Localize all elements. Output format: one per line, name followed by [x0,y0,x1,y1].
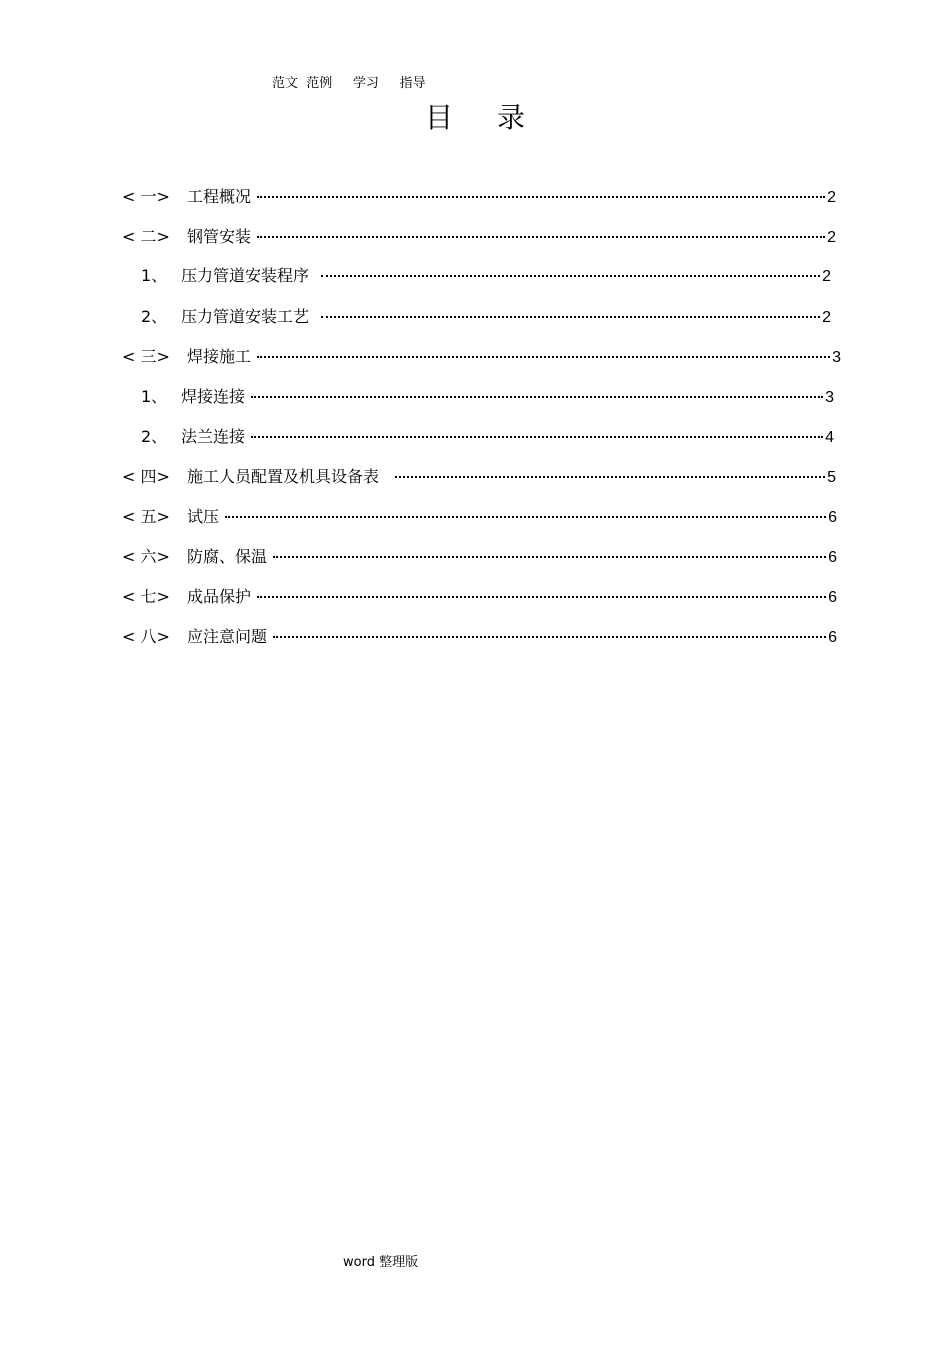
toc-title-char-1: 目 [424,101,453,134]
toc-leader-dots [257,596,826,598]
toc-entry-number: < 一> [122,187,170,206]
toc-entry-page: 5 [827,469,836,486]
toc-entry-number: 2、 [141,427,168,446]
toc-entry[interactable] [122,466,836,488]
toc-entry-label: 焊接施工 [187,347,252,366]
toc-entry-page: 6 [828,589,837,606]
toc-entry[interactable] [141,386,834,408]
toc-leader-dots [251,396,823,398]
toc-entry[interactable] [122,506,837,528]
toc-title [0,96,950,136]
toc-entry-page: 2 [822,268,831,285]
toc-entry-page: 3 [825,389,834,406]
toc-entry-page: 4 [825,429,834,446]
toc-entry[interactable] [122,586,837,608]
toc-entry-page: 6 [828,509,837,526]
toc-leader-dots [273,636,826,638]
toc-entry-number: 1、 [141,266,168,285]
toc-entry-number: < 七> [122,587,170,606]
page-footer: word 整理版 [343,1255,419,1270]
toc-entry[interactable] [122,626,837,648]
toc-entry-label: 工程概况 [187,187,252,206]
toc-entry-number: 2、 [141,307,168,326]
toc-entry[interactable] [122,226,836,248]
toc-entry[interactable] [141,265,831,287]
toc-entry-number: < 二> [122,227,170,246]
toc-entry[interactable] [122,546,837,568]
toc-entry-label: 法兰连接 [181,427,246,446]
toc-entry[interactable] [141,306,831,328]
toc-entry-page: 6 [828,629,837,646]
toc-entry-number: < 六> [122,547,170,566]
toc-entry-label: 应注意问题 [187,627,268,646]
toc-entry[interactable] [122,346,841,368]
toc-leader-dots [225,516,826,518]
toc-leader-dots [321,316,820,318]
toc-entry-label: 试压 [187,507,220,526]
toc-entry-label: 压力管道安装工艺 [181,307,310,326]
toc-leader-dots [251,436,823,438]
toc-entry[interactable] [141,426,834,448]
toc-leader-dots [257,236,825,238]
toc-leader-dots [257,356,830,358]
toc-entry-label: 焊接连接 [181,387,246,406]
toc-leader-dots [257,196,825,198]
toc-entry-label: 成品保护 [187,587,252,606]
toc-entry-number: < 五> [122,507,170,526]
toc-entry-label: 压力管道安装程序 [181,266,310,285]
toc-entry-number: < 八> [122,627,170,646]
page-header: 范文 范例 学习 指导 [272,76,426,91]
toc-entry-page: 2 [827,229,836,246]
toc-entry-page: 6 [828,549,837,566]
toc-entry-number: < 四> [122,467,170,486]
toc-entry-page: 2 [822,309,831,326]
toc-entry-label: 防腐、保温 [187,547,268,566]
toc-entry-number: < 三> [122,347,170,366]
toc-entry-number: 1、 [141,387,168,406]
toc-leader-dots [273,556,826,558]
toc-leader-dots [395,476,825,478]
toc-entry-page: 2 [827,189,836,206]
toc-entry-label: 施工人员配置及机具设备表 [187,467,380,486]
toc-title-char-2: 录 [497,101,526,134]
toc-entry[interactable] [122,186,836,208]
toc-entry-label: 钢管安装 [187,227,252,246]
toc-leader-dots [321,275,820,277]
toc-entry-page: 3 [832,349,841,366]
